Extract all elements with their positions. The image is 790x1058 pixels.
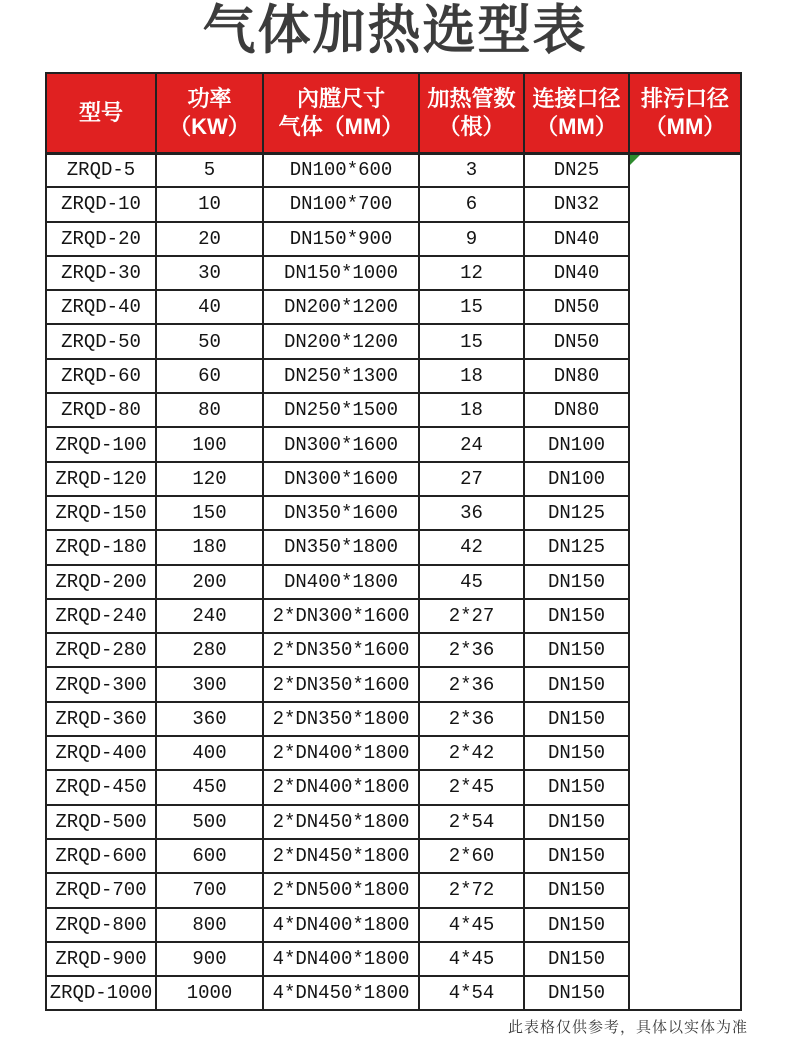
model-cell: ZRQD-50 bbox=[46, 324, 156, 358]
chamber-size-cell: 4*DN400*1800 bbox=[263, 942, 419, 976]
chamber-size-cell: DN200*1200 bbox=[263, 290, 419, 324]
connection-diameter-cell: DN150 bbox=[524, 942, 629, 976]
tube-count-cell: 2*27 bbox=[419, 599, 524, 633]
header-cell-drain-diameter: 排污口径 （MM） bbox=[629, 73, 741, 153]
model-cell: ZRQD-900 bbox=[46, 942, 156, 976]
model-cell: ZRQD-450 bbox=[46, 770, 156, 804]
model-cell: ZRQD-280 bbox=[46, 633, 156, 667]
chamber-size-cell: 2*DN350*1600 bbox=[263, 633, 419, 667]
model-cell: ZRQD-300 bbox=[46, 667, 156, 701]
connection-diameter-cell: DN40 bbox=[524, 222, 629, 256]
tube-count-cell: 45 bbox=[419, 565, 524, 599]
connection-diameter-cell: DN25 bbox=[524, 153, 629, 187]
model-cell: ZRQD-200 bbox=[46, 565, 156, 599]
green-triangle-marker bbox=[630, 155, 640, 165]
connection-diameter-cell: DN150 bbox=[524, 599, 629, 633]
power-cell: 60 bbox=[156, 359, 263, 393]
model-cell: ZRQD-700 bbox=[46, 873, 156, 907]
chamber-size-cell: 2*DN400*1800 bbox=[263, 770, 419, 804]
power-cell: 10 bbox=[156, 187, 263, 221]
power-cell: 150 bbox=[156, 496, 263, 530]
power-cell: 800 bbox=[156, 908, 263, 942]
chamber-size-cell: 2*DN300*1600 bbox=[263, 599, 419, 633]
chamber-size-cell: DN200*1200 bbox=[263, 324, 419, 358]
power-cell: 240 bbox=[156, 599, 263, 633]
connection-diameter-cell: DN80 bbox=[524, 359, 629, 393]
tube-count-cell: 2*54 bbox=[419, 805, 524, 839]
footnote: 此表格仅供参考，具体以实体为准 bbox=[507, 1019, 748, 1036]
connection-diameter-cell: DN150 bbox=[524, 908, 629, 942]
tube-count-cell: 15 bbox=[419, 324, 524, 358]
model-cell: ZRQD-240 bbox=[46, 599, 156, 633]
tube-count-cell: 24 bbox=[419, 427, 524, 461]
chamber-size-cell: DN150*900 bbox=[263, 222, 419, 256]
table-header bbox=[46, 73, 741, 153]
connection-diameter-cell: DN150 bbox=[524, 736, 629, 770]
header-cell-tube-count: 加热管数 （根） bbox=[419, 73, 524, 153]
chamber-size-cell: 2*DN500*1800 bbox=[263, 873, 419, 907]
power-cell: 40 bbox=[156, 290, 263, 324]
chamber-size-cell: DN100*700 bbox=[263, 187, 419, 221]
page-title: 气体加热选型表 bbox=[202, 1, 588, 60]
header-cell-connection-diameter: 连接口径 （MM） bbox=[524, 73, 629, 153]
header-cell-chamber-size: 內膛尺寸 气体（MM） bbox=[263, 73, 419, 153]
chamber-size-cell: 4*DN400*1800 bbox=[263, 908, 419, 942]
model-cell: ZRQD-400 bbox=[46, 736, 156, 770]
power-cell: 450 bbox=[156, 770, 263, 804]
tube-count-cell: 2*72 bbox=[419, 873, 524, 907]
model-cell: ZRQD-100 bbox=[46, 427, 156, 461]
model-cell: ZRQD-10 bbox=[46, 187, 156, 221]
tube-count-cell: 2*45 bbox=[419, 770, 524, 804]
table-body bbox=[46, 153, 741, 1010]
tube-count-cell: 18 bbox=[419, 393, 524, 427]
power-cell: 600 bbox=[156, 839, 263, 873]
power-cell: 80 bbox=[156, 393, 263, 427]
tube-count-cell: 4*45 bbox=[419, 942, 524, 976]
model-cell: ZRQD-1000 bbox=[46, 976, 156, 1010]
chamber-size-cell: DN150*1000 bbox=[263, 256, 419, 290]
tube-count-cell: 36 bbox=[419, 496, 524, 530]
chamber-size-cell: 2*DN450*1800 bbox=[263, 839, 419, 873]
chamber-size-cell: DN400*1800 bbox=[263, 565, 419, 599]
tube-count-cell: 15 bbox=[419, 290, 524, 324]
connection-diameter-cell: DN100 bbox=[524, 462, 629, 496]
chamber-size-cell: DN250*1500 bbox=[263, 393, 419, 427]
model-cell: ZRQD-5 bbox=[46, 153, 156, 187]
chamber-size-cell: DN100*600 bbox=[263, 153, 419, 187]
connection-diameter-cell: DN32 bbox=[524, 187, 629, 221]
power-cell: 120 bbox=[156, 462, 263, 496]
model-cell: ZRQD-180 bbox=[46, 530, 156, 564]
chamber-size-cell: DN300*1600 bbox=[263, 427, 419, 461]
tube-count-cell: 3 bbox=[419, 153, 524, 187]
tube-count-cell: 42 bbox=[419, 530, 524, 564]
connection-diameter-cell: DN150 bbox=[524, 633, 629, 667]
chamber-size-cell: DN250*1300 bbox=[263, 359, 419, 393]
tube-count-cell: 4*54 bbox=[419, 976, 524, 1010]
power-cell: 1000 bbox=[156, 976, 263, 1010]
model-cell: ZRQD-800 bbox=[46, 908, 156, 942]
tube-count-cell: 4*45 bbox=[419, 908, 524, 942]
tube-count-cell: 18 bbox=[419, 359, 524, 393]
tube-count-cell: 2*36 bbox=[419, 633, 524, 667]
connection-diameter-cell: DN150 bbox=[524, 770, 629, 804]
model-cell: ZRQD-80 bbox=[46, 393, 156, 427]
model-cell: ZRQD-150 bbox=[46, 496, 156, 530]
connection-diameter-cell: DN80 bbox=[524, 393, 629, 427]
chamber-size-cell: DN300*1600 bbox=[263, 462, 419, 496]
power-cell: 400 bbox=[156, 736, 263, 770]
tube-count-cell: 2*60 bbox=[419, 839, 524, 873]
tube-count-cell: 6 bbox=[419, 187, 524, 221]
connection-diameter-cell: DN150 bbox=[524, 976, 629, 1010]
power-cell: 5 bbox=[156, 153, 263, 187]
tube-count-cell: 2*36 bbox=[419, 702, 524, 736]
connection-diameter-cell: DN100 bbox=[524, 427, 629, 461]
model-cell: ZRQD-30 bbox=[46, 256, 156, 290]
power-cell: 500 bbox=[156, 805, 263, 839]
power-cell: 180 bbox=[156, 530, 263, 564]
tube-count-cell: 12 bbox=[419, 256, 524, 290]
chamber-size-cell: 2*DN450*1800 bbox=[263, 805, 419, 839]
power-cell: 700 bbox=[156, 873, 263, 907]
connection-diameter-cell: DN125 bbox=[524, 496, 629, 530]
header-cell-power: 功率 （KW） bbox=[156, 73, 263, 153]
model-cell: ZRQD-360 bbox=[46, 702, 156, 736]
model-cell: ZRQD-40 bbox=[46, 290, 156, 324]
connection-diameter-cell: DN150 bbox=[524, 873, 629, 907]
chamber-size-cell: 2*DN350*1800 bbox=[263, 702, 419, 736]
power-cell: 360 bbox=[156, 702, 263, 736]
power-cell: 50 bbox=[156, 324, 263, 358]
connection-diameter-cell: DN150 bbox=[524, 667, 629, 701]
chamber-size-cell: 2*DN350*1600 bbox=[263, 667, 419, 701]
power-cell: 100 bbox=[156, 427, 263, 461]
model-cell: ZRQD-600 bbox=[46, 839, 156, 873]
header-row bbox=[46, 73, 741, 153]
connection-diameter-cell: DN50 bbox=[524, 324, 629, 358]
model-cell: ZRQD-120 bbox=[46, 462, 156, 496]
chamber-size-cell: DN350*1800 bbox=[263, 530, 419, 564]
model-cell: ZRQD-20 bbox=[46, 222, 156, 256]
connection-diameter-cell: DN50 bbox=[524, 290, 629, 324]
drain-diameter-cell bbox=[629, 153, 741, 1010]
connection-diameter-cell: DN125 bbox=[524, 530, 629, 564]
chamber-size-cell: 2*DN400*1800 bbox=[263, 736, 419, 770]
chamber-size-cell: 4*DN450*1800 bbox=[263, 976, 419, 1010]
header-cell-model: 型号 bbox=[46, 73, 156, 153]
power-cell: 300 bbox=[156, 667, 263, 701]
power-cell: 900 bbox=[156, 942, 263, 976]
model-cell: ZRQD-60 bbox=[46, 359, 156, 393]
spec-table bbox=[45, 72, 742, 1011]
tube-count-cell: 27 bbox=[419, 462, 524, 496]
tube-count-cell: 2*36 bbox=[419, 667, 524, 701]
connection-diameter-cell: DN150 bbox=[524, 702, 629, 736]
table-row bbox=[46, 153, 741, 187]
model-cell: ZRQD-500 bbox=[46, 805, 156, 839]
power-cell: 30 bbox=[156, 256, 263, 290]
connection-diameter-cell: DN150 bbox=[524, 805, 629, 839]
connection-diameter-cell: DN40 bbox=[524, 256, 629, 290]
power-cell: 20 bbox=[156, 222, 263, 256]
chamber-size-cell: DN350*1600 bbox=[263, 496, 419, 530]
tube-count-cell: 9 bbox=[419, 222, 524, 256]
power-cell: 200 bbox=[156, 565, 263, 599]
connection-diameter-cell: DN150 bbox=[524, 839, 629, 873]
tube-count-cell: 2*42 bbox=[419, 736, 524, 770]
connection-diameter-cell: DN150 bbox=[524, 565, 629, 599]
power-cell: 280 bbox=[156, 633, 263, 667]
